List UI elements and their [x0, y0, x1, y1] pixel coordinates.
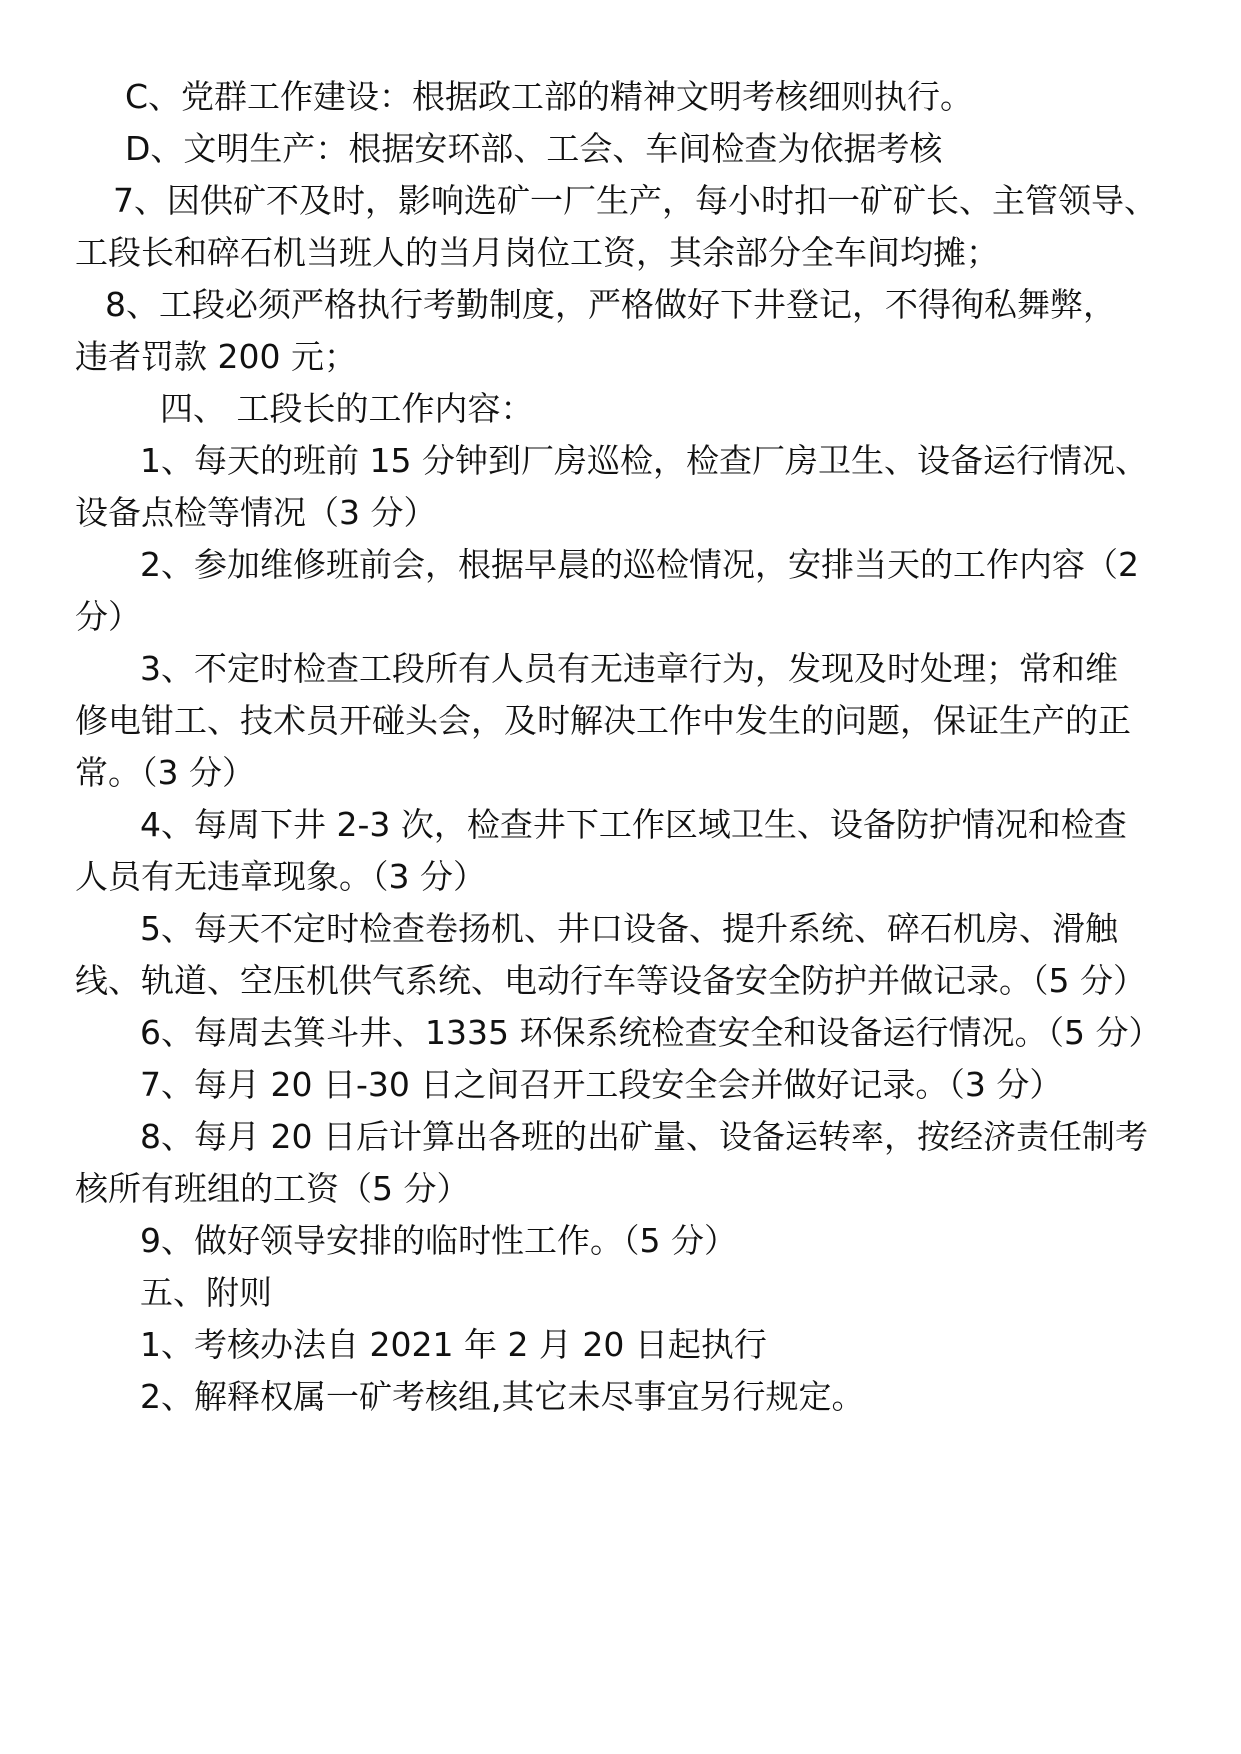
appendix-2: 2、解释权属一矿考核组,其它未尽事宜另行规定。	[140, 1377, 865, 1416]
duty-3-line-3: 常。（3 分）	[75, 753, 255, 792]
rule-7-line-1: 7、因供矿不及时，影响选矿一厂生产，每小时扣一矿矿长、主管领导、	[113, 181, 1157, 220]
section-5-heading: 五、附则	[140, 1273, 272, 1312]
appendix-1: 1、考核办法自 2021 年 2 月 20 日起执行	[140, 1325, 767, 1364]
rule-8-line-1: 8、工段必须严格执行考勤制度，严格做好下井登记，不得徇私舞弊，	[105, 285, 1116, 324]
clause-d-civilized-production: D、文明生产：根据安环部、工会、车间检查为依据考核	[125, 129, 943, 168]
clause-c-party-building: C、党群工作建设：根据政工部的精神文明考核细则执行。	[125, 77, 974, 116]
duty-5-line-1: 5、每天不定时检查卷扬机、井口设备、提升系统、碎石机房、滑触	[140, 909, 1118, 948]
duty-1-line-2: 设备点检等情况（3 分）	[75, 493, 437, 532]
duty-5-line-2: 线、轨道、空压机供气系统、电动行车等设备安全防护并做记录。（5 分）	[75, 961, 1146, 1000]
duty-4-line-2: 人员有无违章现象。（3 分）	[75, 857, 486, 896]
duty-8-line-1: 8、每月 20 日后计算出各班的出矿量、设备运转率，按经济责任制考	[140, 1117, 1148, 1156]
duty-3-line-2: 修电钳工、技术员开碰头会，及时解决工作中发生的问题，保证生产的正	[75, 701, 1131, 740]
rule-8-line-2: 违者罚款 200 元；	[75, 337, 357, 376]
duty-1-line-1: 1、每天的班前 15 分钟到厂房巡检，检查厂房卫生、设备运行情况、	[140, 441, 1148, 480]
duty-4-line-1: 4、每周下井 2-3 次，检查井下工作区域卫生、设备防护情况和检查	[140, 805, 1127, 844]
duty-2-line-1: 2、参加维修班前会，根据早晨的巡检情况，安排当天的工作内容（2	[140, 545, 1139, 584]
duty-6: 6、每周去箕斗井、1335 环保系统检查安全和设备运行情况。（5 分）	[140, 1013, 1162, 1052]
rule-7-line-2: 工段长和碎石机当班人的当月岗位工资，其余部分全车间均摊；	[75, 233, 999, 272]
duty-9: 9、做好领导安排的临时性工作。（5 分）	[140, 1221, 737, 1260]
duty-7: 7、每月 20 日-30 日之间召开工段安全会并做好记录。（3 分）	[140, 1065, 1063, 1104]
section-4-heading: 四、 工段长的工作内容：	[160, 389, 534, 428]
duty-2-line-2: 分）	[75, 597, 141, 636]
duty-3-line-1: 3、不定时检查工段所有人员有无违章行为，发现及时处理；常和维	[140, 649, 1118, 688]
duty-8-line-2: 核所有班组的工资（5 分）	[75, 1169, 470, 1208]
